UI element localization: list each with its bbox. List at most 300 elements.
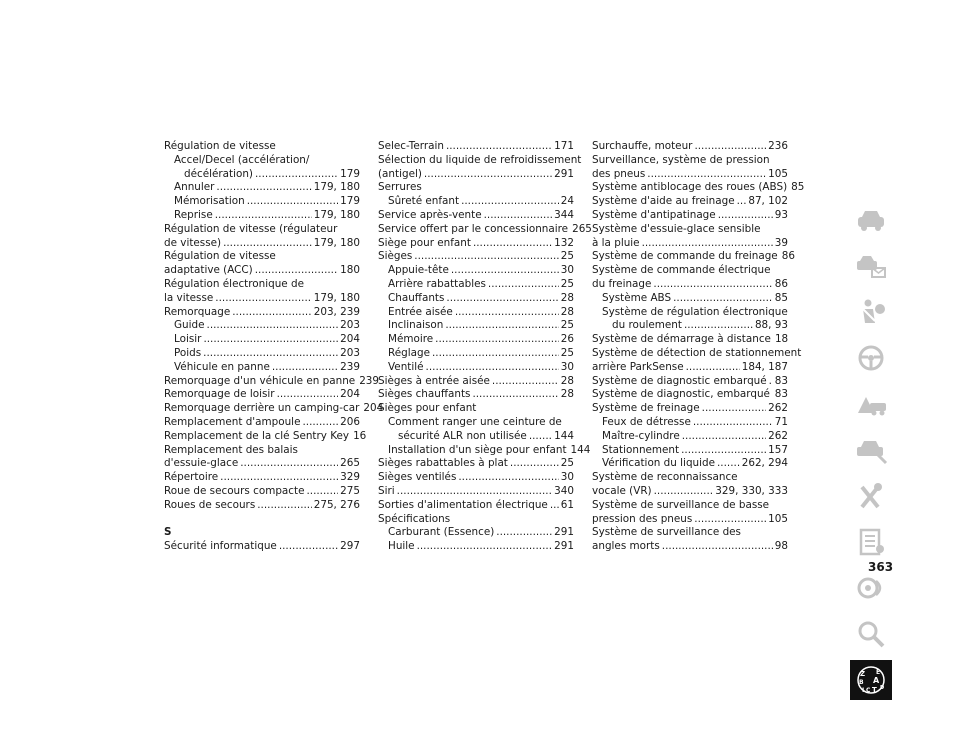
index-entry — [378, 526, 574, 540]
entry-text: Annuler — [174, 181, 215, 194]
dot-leader — [277, 388, 339, 402]
dot-leader — [492, 375, 559, 389]
entry-text: Arrière rabattables — [388, 277, 486, 290]
car-envelope-icon — [854, 251, 888, 281]
page-number: 363 — [868, 560, 894, 574]
index-entry — [378, 250, 574, 264]
tab-tools[interactable] — [850, 476, 892, 516]
entry-text: Installation d'un siège pour enfant — [388, 443, 567, 456]
dot-leader — [445, 319, 558, 333]
index-heading: Régulation électronique de — [164, 277, 304, 290]
dot-leader — [529, 430, 552, 444]
index-heading: Système de surveillance de basse — [592, 498, 770, 511]
entry-page: 85 — [774, 291, 788, 304]
dot-leader — [207, 319, 339, 333]
index-entry — [164, 347, 360, 361]
dot-leader — [458, 471, 558, 485]
index-entry — [592, 278, 788, 292]
entry-text: Siège pour enfant — [378, 236, 471, 249]
index-entry — [378, 195, 574, 209]
index-entry — [592, 237, 788, 251]
index-entry — [378, 140, 574, 154]
entry-page: 239 — [340, 360, 360, 373]
dot-leader — [510, 457, 559, 471]
index-entry — [164, 333, 360, 347]
entry-page: 25 — [560, 250, 574, 263]
entry-page: 262 — [768, 402, 788, 415]
index-entry — [592, 333, 788, 347]
entry-page: 204 — [340, 388, 360, 401]
entry-page: 25 — [560, 319, 574, 332]
entry-text: Remorquage d'un véhicule en panne — [164, 374, 356, 387]
dot-leader — [550, 499, 559, 513]
index-entry — [592, 513, 788, 527]
entry-page: 87, 102 — [748, 195, 788, 208]
tab-steering-wheel[interactable] — [850, 338, 892, 378]
index-entry — [378, 485, 574, 499]
index-entry — [592, 195, 788, 209]
entry-page: 93 — [774, 208, 788, 221]
index-entry — [164, 361, 360, 375]
entry-page: 329, 330, 333 — [715, 484, 788, 497]
dot-leader — [302, 416, 338, 430]
entry-text: Appuie-tête — [388, 264, 449, 277]
dot-leader — [455, 306, 559, 320]
dot-leader — [424, 168, 552, 182]
entry-page: 179 — [340, 167, 360, 180]
entry-text: décélération) — [184, 167, 253, 180]
entry-text: Mémoire — [388, 333, 434, 346]
entry-text: de vitesse) — [164, 236, 222, 249]
dot-leader — [693, 416, 773, 430]
index-column-3 — [592, 140, 805, 554]
entry-text: Système de freinage — [592, 402, 700, 415]
entry-text: Répertoire — [164, 471, 219, 484]
index-heading: Régulation de vitesse (régulateur — [164, 222, 338, 235]
entry-text: Reprise — [174, 208, 213, 221]
index-letter-a: A — [873, 676, 880, 685]
index-entry — [164, 540, 360, 554]
index-entry — [378, 361, 574, 375]
entry-text: Sièges rabattables à plat — [378, 457, 508, 470]
entry-page: 83 — [774, 374, 788, 387]
entry-text: Guide — [174, 319, 205, 332]
dot-leader — [257, 499, 311, 513]
index-entry — [378, 375, 574, 389]
entry-page: 179 — [340, 195, 360, 208]
dot-leader — [737, 195, 747, 209]
index-letter-z: Z — [860, 670, 866, 678]
entry-text: Système antiblocage des roues (ABS) — [592, 181, 788, 194]
entry-text: Sièges — [378, 250, 413, 263]
index-entry — [592, 361, 788, 375]
index-entry — [378, 278, 574, 292]
index-entry — [592, 375, 788, 389]
entry-page: 86 — [774, 277, 788, 290]
entry-page: 265 — [340, 457, 360, 470]
entry-text: Système de démarrage à distance — [592, 333, 771, 346]
index-entry — [378, 237, 574, 251]
entry-text: du roulement — [612, 319, 682, 332]
entry-text: Système d'aide au freinage — [592, 195, 735, 208]
dot-leader — [232, 306, 311, 320]
index-entry — [164, 209, 360, 223]
entry-text: Remplacement d'ampoule — [164, 415, 301, 428]
dot-leader — [451, 264, 559, 278]
seatbelt-airbag-icon — [854, 297, 888, 327]
tab-seatbelt[interactable] — [850, 292, 892, 332]
entry-page: 204 — [363, 402, 384, 415]
entry-page: 265 — [572, 222, 592, 235]
entry-text: Stationnement — [602, 443, 680, 456]
entry-text: Système d'antipatinage — [592, 208, 716, 221]
entry-page: 179, 180 — [313, 208, 360, 221]
dot-leader — [694, 140, 766, 154]
entry-text: Remorquage — [164, 305, 231, 318]
index-letter-c: C — [866, 687, 871, 694]
dot-leader — [255, 264, 338, 278]
entry-text: Maître-cylindre — [602, 429, 680, 442]
index-letter-i: I — [862, 687, 865, 694]
index-entry — [592, 540, 788, 554]
entry-text: Vérification du liquide — [602, 457, 715, 470]
dot-leader — [279, 540, 338, 554]
entry-text: Sécurité informatique — [164, 540, 277, 553]
index-entry — [592, 168, 788, 182]
dot-leader — [203, 347, 338, 361]
entry-text: Roues de secours — [164, 498, 256, 511]
entry-page: 132 — [554, 236, 574, 249]
entry-page: 144 — [554, 429, 574, 442]
magnifier-icon — [854, 619, 888, 649]
tab-car-warning[interactable] — [850, 384, 892, 424]
entry-text: sécurité ALR non utilisée — [398, 429, 527, 442]
entry-text: Inclinaison — [388, 319, 444, 332]
entry-text: Sièges chauffants — [378, 388, 471, 401]
entry-page: 291 — [554, 540, 574, 553]
entry-page: 105 — [768, 167, 788, 180]
index-heading: Système d'essuie-glace sensible — [592, 222, 761, 235]
index-entry — [164, 374, 380, 389]
entry-page: 24 — [560, 195, 574, 208]
entry-page: 85 — [791, 181, 805, 194]
entry-text: Remorquage derrière un camping-car — [164, 402, 360, 415]
entry-page: 239 — [359, 374, 380, 387]
index-entry — [164, 457, 360, 471]
index-heading: Surveillance, système de pression — [592, 153, 770, 166]
index-entry — [378, 443, 591, 458]
entry-page: 28 — [560, 374, 574, 387]
dot-leader — [642, 237, 773, 251]
entry-text: Feux de détresse — [602, 415, 691, 428]
chapter-tabs — [850, 200, 892, 706]
index-entry — [592, 457, 788, 471]
dot-leader — [397, 485, 553, 499]
entry-page: 88, 93 — [754, 319, 788, 332]
tab-specifications[interactable] — [850, 522, 892, 562]
entry-page: 275, 276 — [313, 498, 360, 511]
index-section-letter: S — [164, 526, 172, 539]
entry-text: d'essuie-glace — [164, 457, 239, 470]
entry-page: 203 — [340, 319, 360, 332]
entry-text: Système de diagnostic embarqué — [592, 374, 767, 387]
entry-text: Roue de secours compacte — [164, 484, 305, 497]
dot-leader — [247, 195, 338, 209]
dot-leader — [417, 540, 553, 554]
entry-text: Poids — [174, 346, 202, 359]
entry-page: 262, 294 — [741, 457, 788, 470]
entry-page: 184, 187 — [741, 360, 788, 373]
multimedia-icon — [854, 573, 888, 603]
entry-page: 39 — [774, 236, 788, 249]
entry-page: 71 — [774, 415, 788, 428]
entry-text: Huile — [388, 540, 415, 553]
index-entry — [164, 319, 360, 333]
index-entry — [378, 209, 574, 223]
dot-leader — [446, 140, 552, 154]
index-entry — [164, 402, 384, 416]
entry-text: Réglage — [388, 346, 430, 359]
index-entry — [378, 388, 574, 402]
entry-page: 28 — [560, 388, 574, 401]
index-heading: Spécifications — [378, 512, 451, 525]
index-entry — [378, 457, 574, 471]
entry-page: 204 — [340, 333, 360, 346]
entry-text: à la pluie — [592, 236, 640, 249]
entry-text: pression des pneus — [592, 512, 693, 525]
index-entry — [378, 471, 574, 485]
dot-leader — [473, 237, 552, 251]
dot-leader — [686, 361, 740, 375]
entry-page: 340 — [554, 484, 574, 497]
index-heading: Système de commande électrique — [592, 264, 771, 277]
dot-leader — [694, 513, 766, 527]
index-letter-t: T — [872, 686, 877, 694]
dot-leader — [461, 195, 559, 209]
index-entry — [378, 264, 574, 278]
entry-page: 144 — [570, 443, 591, 456]
index-entry — [592, 485, 788, 499]
index-heading: Sélection du liquide de refroidissement — [378, 153, 582, 166]
index-entry — [378, 540, 574, 554]
entry-text: Siri — [378, 484, 395, 497]
dot-leader — [426, 361, 559, 375]
index-entry — [164, 195, 360, 209]
entry-page: 179, 180 — [313, 291, 360, 304]
dot-leader — [240, 457, 338, 471]
index-entry — [164, 292, 360, 306]
index-letter-d: D — [880, 685, 885, 691]
entry-text: vocale (VR) — [592, 484, 652, 497]
index-entry — [164, 306, 360, 320]
dot-leader — [717, 457, 740, 471]
dot-leader — [662, 540, 773, 554]
index-entry — [164, 416, 360, 430]
entry-text: Ventilé — [388, 360, 424, 373]
entry-page: 157 — [768, 443, 788, 456]
index-entry — [378, 292, 574, 306]
dot-leader — [216, 181, 311, 195]
index-heading: Accel/Decel (accélération/ — [174, 153, 310, 166]
entry-page: 25 — [560, 346, 574, 359]
entry-text: Sorties d'alimentation électrique — [378, 498, 548, 511]
dot-leader — [653, 278, 772, 292]
dot-leader — [414, 250, 558, 264]
entry-text: Sièges à entrée aisée — [378, 374, 490, 387]
entry-page: 83 — [774, 388, 788, 401]
index-entry — [164, 471, 360, 485]
entry-text: Remorquage de loisir — [164, 388, 275, 401]
entry-page: 98 — [774, 540, 788, 553]
index-entry — [164, 237, 360, 251]
index-entry — [378, 347, 574, 361]
index-letter-e: E — [876, 669, 881, 676]
entry-page: 291 — [554, 167, 574, 180]
car-warning-icon — [854, 389, 888, 419]
dot-leader — [684, 319, 753, 333]
index-heading: Système de surveillance des — [592, 526, 741, 539]
index-entry — [164, 499, 360, 513]
entry-text: Sûreté enfant — [388, 195, 460, 208]
entry-text: Service offert par le concessionnaire — [378, 222, 569, 235]
index-spacer — [164, 513, 360, 527]
index-entry — [378, 319, 574, 333]
dot-leader — [718, 209, 773, 223]
index-entry — [592, 319, 788, 333]
entry-text: Système de commande du freinage — [592, 250, 778, 263]
index-heading: Système de détection de stationnement — [592, 346, 802, 359]
dot-leader — [682, 430, 766, 444]
entry-page: 329 — [340, 471, 360, 484]
entry-text: Véhicule en panne — [174, 360, 270, 373]
index-entry — [164, 264, 360, 278]
index-column-1 — [164, 140, 384, 554]
dot-leader — [220, 471, 338, 485]
dot-leader — [702, 402, 767, 416]
index-entry — [592, 181, 805, 195]
entry-text: arrière ParkSense — [592, 360, 684, 373]
index-entry — [378, 222, 592, 237]
entry-page: 30 — [560, 471, 574, 484]
entry-text: Selec-Terrain — [378, 140, 444, 152]
dot-leader — [306, 485, 338, 499]
entry-text: Chauffants — [388, 291, 445, 304]
index-heading: Remplacement des balais — [164, 443, 298, 456]
entry-page: 30 — [560, 264, 574, 277]
tab-car-envelope[interactable] — [850, 246, 892, 286]
tools-icon — [854, 481, 888, 511]
dot-leader — [203, 333, 338, 347]
entry-page: 18 — [774, 333, 789, 346]
entry-text: du freinage — [592, 277, 652, 290]
dot-leader — [772, 388, 773, 402]
entry-text: angles morts — [592, 540, 660, 553]
index-column-2 — [378, 140, 592, 554]
entry-text: Mémorisation — [174, 195, 245, 208]
tab-car-service[interactable] — [850, 430, 892, 470]
index-heading: Serrures — [378, 181, 422, 194]
entry-text: Système ABS — [602, 291, 672, 304]
index-heading: Système de régulation électronique — [602, 305, 788, 318]
entry-text: adaptative (ACC) — [164, 264, 253, 277]
index-entry — [592, 402, 788, 416]
dot-leader — [472, 388, 558, 402]
entry-page: 203 — [340, 346, 360, 359]
index-entry — [592, 444, 788, 458]
index-entry — [164, 388, 360, 402]
entry-page: 203, 239 — [313, 305, 360, 318]
steering-wheel-icon — [854, 343, 888, 373]
index-entry — [164, 485, 360, 499]
index-entry — [592, 416, 788, 430]
entry-text: Loisir — [174, 333, 202, 346]
entry-page: 26 — [560, 333, 574, 346]
index-entry — [164, 181, 360, 195]
entry-text: Remplacement de la clé Sentry Key — [164, 429, 350, 442]
index-entry — [592, 430, 788, 444]
entry-text: Carburant (Essence) — [388, 526, 495, 539]
entry-page: 30 — [560, 360, 574, 373]
entry-page: 25 — [560, 277, 574, 290]
dot-leader — [484, 209, 553, 223]
entry-page: 105 — [768, 512, 788, 525]
index-heading: Système de reconnaissance — [592, 471, 738, 484]
dot-leader — [673, 292, 773, 306]
index-heading: Régulation de vitesse — [164, 140, 276, 152]
dot-leader — [654, 485, 714, 499]
dot-leader — [215, 292, 311, 306]
tab-index[interactable] — [850, 660, 892, 700]
dot-leader — [215, 209, 312, 223]
entry-text: Système de diagnostic, embarqué — [592, 388, 770, 401]
dot-leader — [272, 361, 338, 375]
index-entry — [378, 333, 574, 347]
dot-leader — [769, 375, 773, 389]
index-entry — [378, 430, 574, 444]
index-heading: Sièges pour enfant — [378, 402, 477, 415]
entry-text: la vitesse — [164, 291, 214, 304]
tab-search[interactable] — [850, 614, 892, 654]
entry-page: 171 — [554, 140, 574, 152]
index-entry — [592, 140, 788, 154]
index-letter-b: B — [859, 679, 864, 686]
dot-leader — [446, 292, 558, 306]
tab-car-front[interactable] — [850, 200, 892, 240]
entry-page: 344 — [554, 208, 574, 221]
dot-leader — [681, 444, 766, 458]
car-front-icon — [854, 205, 888, 235]
entry-page: 28 — [560, 305, 574, 318]
index-entry — [164, 168, 360, 182]
entry-page: 179, 180 — [313, 236, 360, 249]
entry-page: 291 — [554, 526, 574, 539]
index-entry — [378, 499, 574, 513]
entry-page: 206 — [340, 415, 360, 428]
entry-page: 236 — [768, 140, 788, 152]
entry-text: (antigel) — [378, 167, 422, 180]
entry-text: des pneus — [592, 167, 646, 180]
tab-multimedia[interactable] — [850, 568, 892, 608]
entry-text: Surchauffe, moteur — [592, 140, 693, 152]
dot-leader — [496, 526, 552, 540]
entry-text: Sièges ventilés — [378, 471, 457, 484]
dot-leader — [488, 278, 559, 292]
specifications-list-icon — [854, 527, 888, 557]
entry-page: 16 — [353, 429, 367, 442]
entry-page: 262 — [768, 429, 788, 442]
entry-page: 297 — [340, 540, 360, 553]
index-entry — [592, 209, 788, 223]
